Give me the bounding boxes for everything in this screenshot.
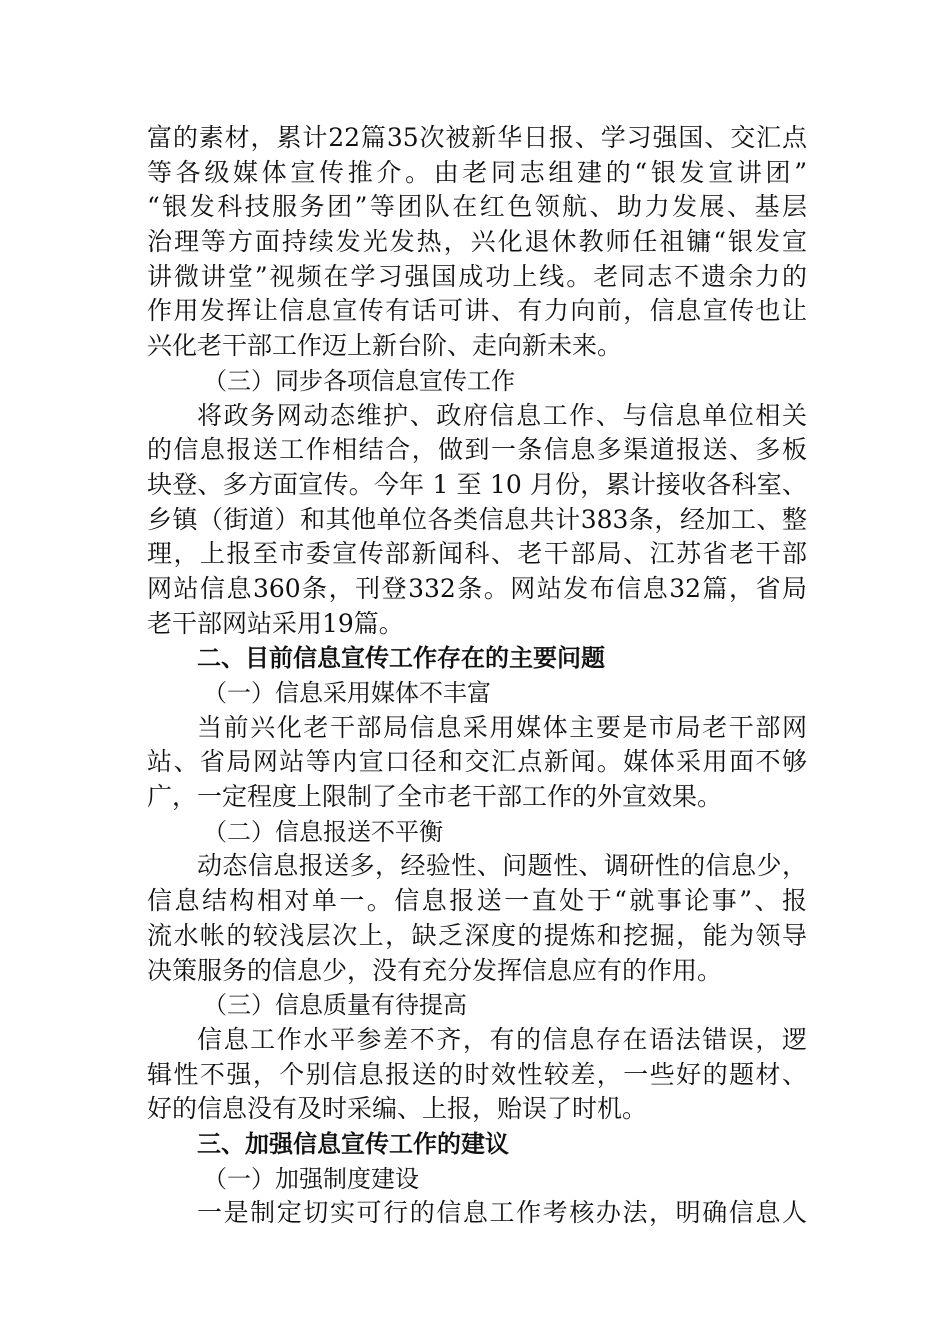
body-line: 一是制定切实可行的信息工作考核办法，明确信息人 [197, 1198, 807, 1228]
body-line: 治理等方面持续发光发热，兴化退休教师任祖镛“银发宣 [147, 227, 807, 257]
body-line: 当前兴化老干部局信息采用媒体主要是市局老干部网 [197, 712, 807, 742]
body-line: 老干部网站采用19篇。 [147, 608, 404, 638]
body-line: 等各级媒体宣传推介。由老同志组建的“银发宣讲团” [147, 157, 807, 187]
subsection-heading: （三）信息质量有待提高 [203, 991, 467, 1020]
body-line: 决策服务的信息少，没有充分发挥信息应有的作用。 [147, 955, 723, 985]
body-line: 广，一定程度上限制了全市老干部工作的外宣效果。 [147, 782, 723, 812]
subsection-heading: （三）同步各项信息宣传工作 [203, 366, 515, 395]
body-line: 好的信息没有及时采编、上报，贻误了时机。 [147, 1094, 648, 1124]
body-line: 流水帐的较浅层次上，缺乏深度的提炼和挖掘，能为领导 [147, 920, 807, 950]
section-heading: 三、加强信息宣传工作的建议 [197, 1129, 509, 1158]
section-heading: 二、目前信息宣传工作存在的主要问题 [197, 644, 605, 673]
body-line: 乡镇（街道）和其他单位各类信息共计383条，经加工、整 [147, 504, 807, 534]
body-line: 兴化老干部工作迈上新台阶、走向新未来。 [147, 331, 623, 361]
body-line: 将政务网动态维护、政府信息工作、与信息单位相关 [197, 400, 807, 430]
body-line: 辑性不强，个别信息报送的时效性较差，一些好的题材、 [147, 1059, 807, 1089]
body-line: 理，上报至市委宣传部新闻科、老干部局、江苏省老干部 [147, 539, 807, 569]
body-line: 富的素材，累计22篇35次被新华日报、学习强国、交汇点 [147, 123, 807, 152]
body-line: 信息结构相对单一。信息报送一直处于“就事论事”、报 [147, 886, 807, 916]
subsection-heading: （一）加强制度建设 [203, 1164, 419, 1193]
body-line: 的信息报送工作相结合，做到一条信息多渠道报送、多板 [147, 435, 807, 465]
body-line: 网站信息360条，刊登332条。网站发布信息32篇，省局 [147, 573, 807, 603]
body-line: 讲微讲堂”视频在学习强国成功上线。老同志不遗余力的 [147, 261, 807, 291]
document-body [147, 121, 807, 1231]
subsection-heading: （二）信息报送不平衡 [203, 817, 443, 846]
body-line: 动态信息报送多，经验性、问题性、调研性的信息少， [197, 851, 807, 881]
body-line: 信息工作水平参差不齐，有的信息存在语法错误，逻 [197, 1024, 807, 1054]
subsection-heading: （一）信息采用媒体不丰富 [203, 679, 491, 707]
body-line: 块登、多方面宣传。今年 1 至 10 月份，累计接收各科室、 [147, 469, 807, 499]
body-line: 作用发挥让信息宣传有话可讲、有力向前，信息宣传也让 [147, 296, 807, 326]
body-line: “银发科技服务团”等团队在红色领航、助力发展、基层 [147, 192, 807, 222]
body-line: 站、省局网站等内宣口径和交汇点新闻。媒体采用面不够 [147, 747, 807, 777]
